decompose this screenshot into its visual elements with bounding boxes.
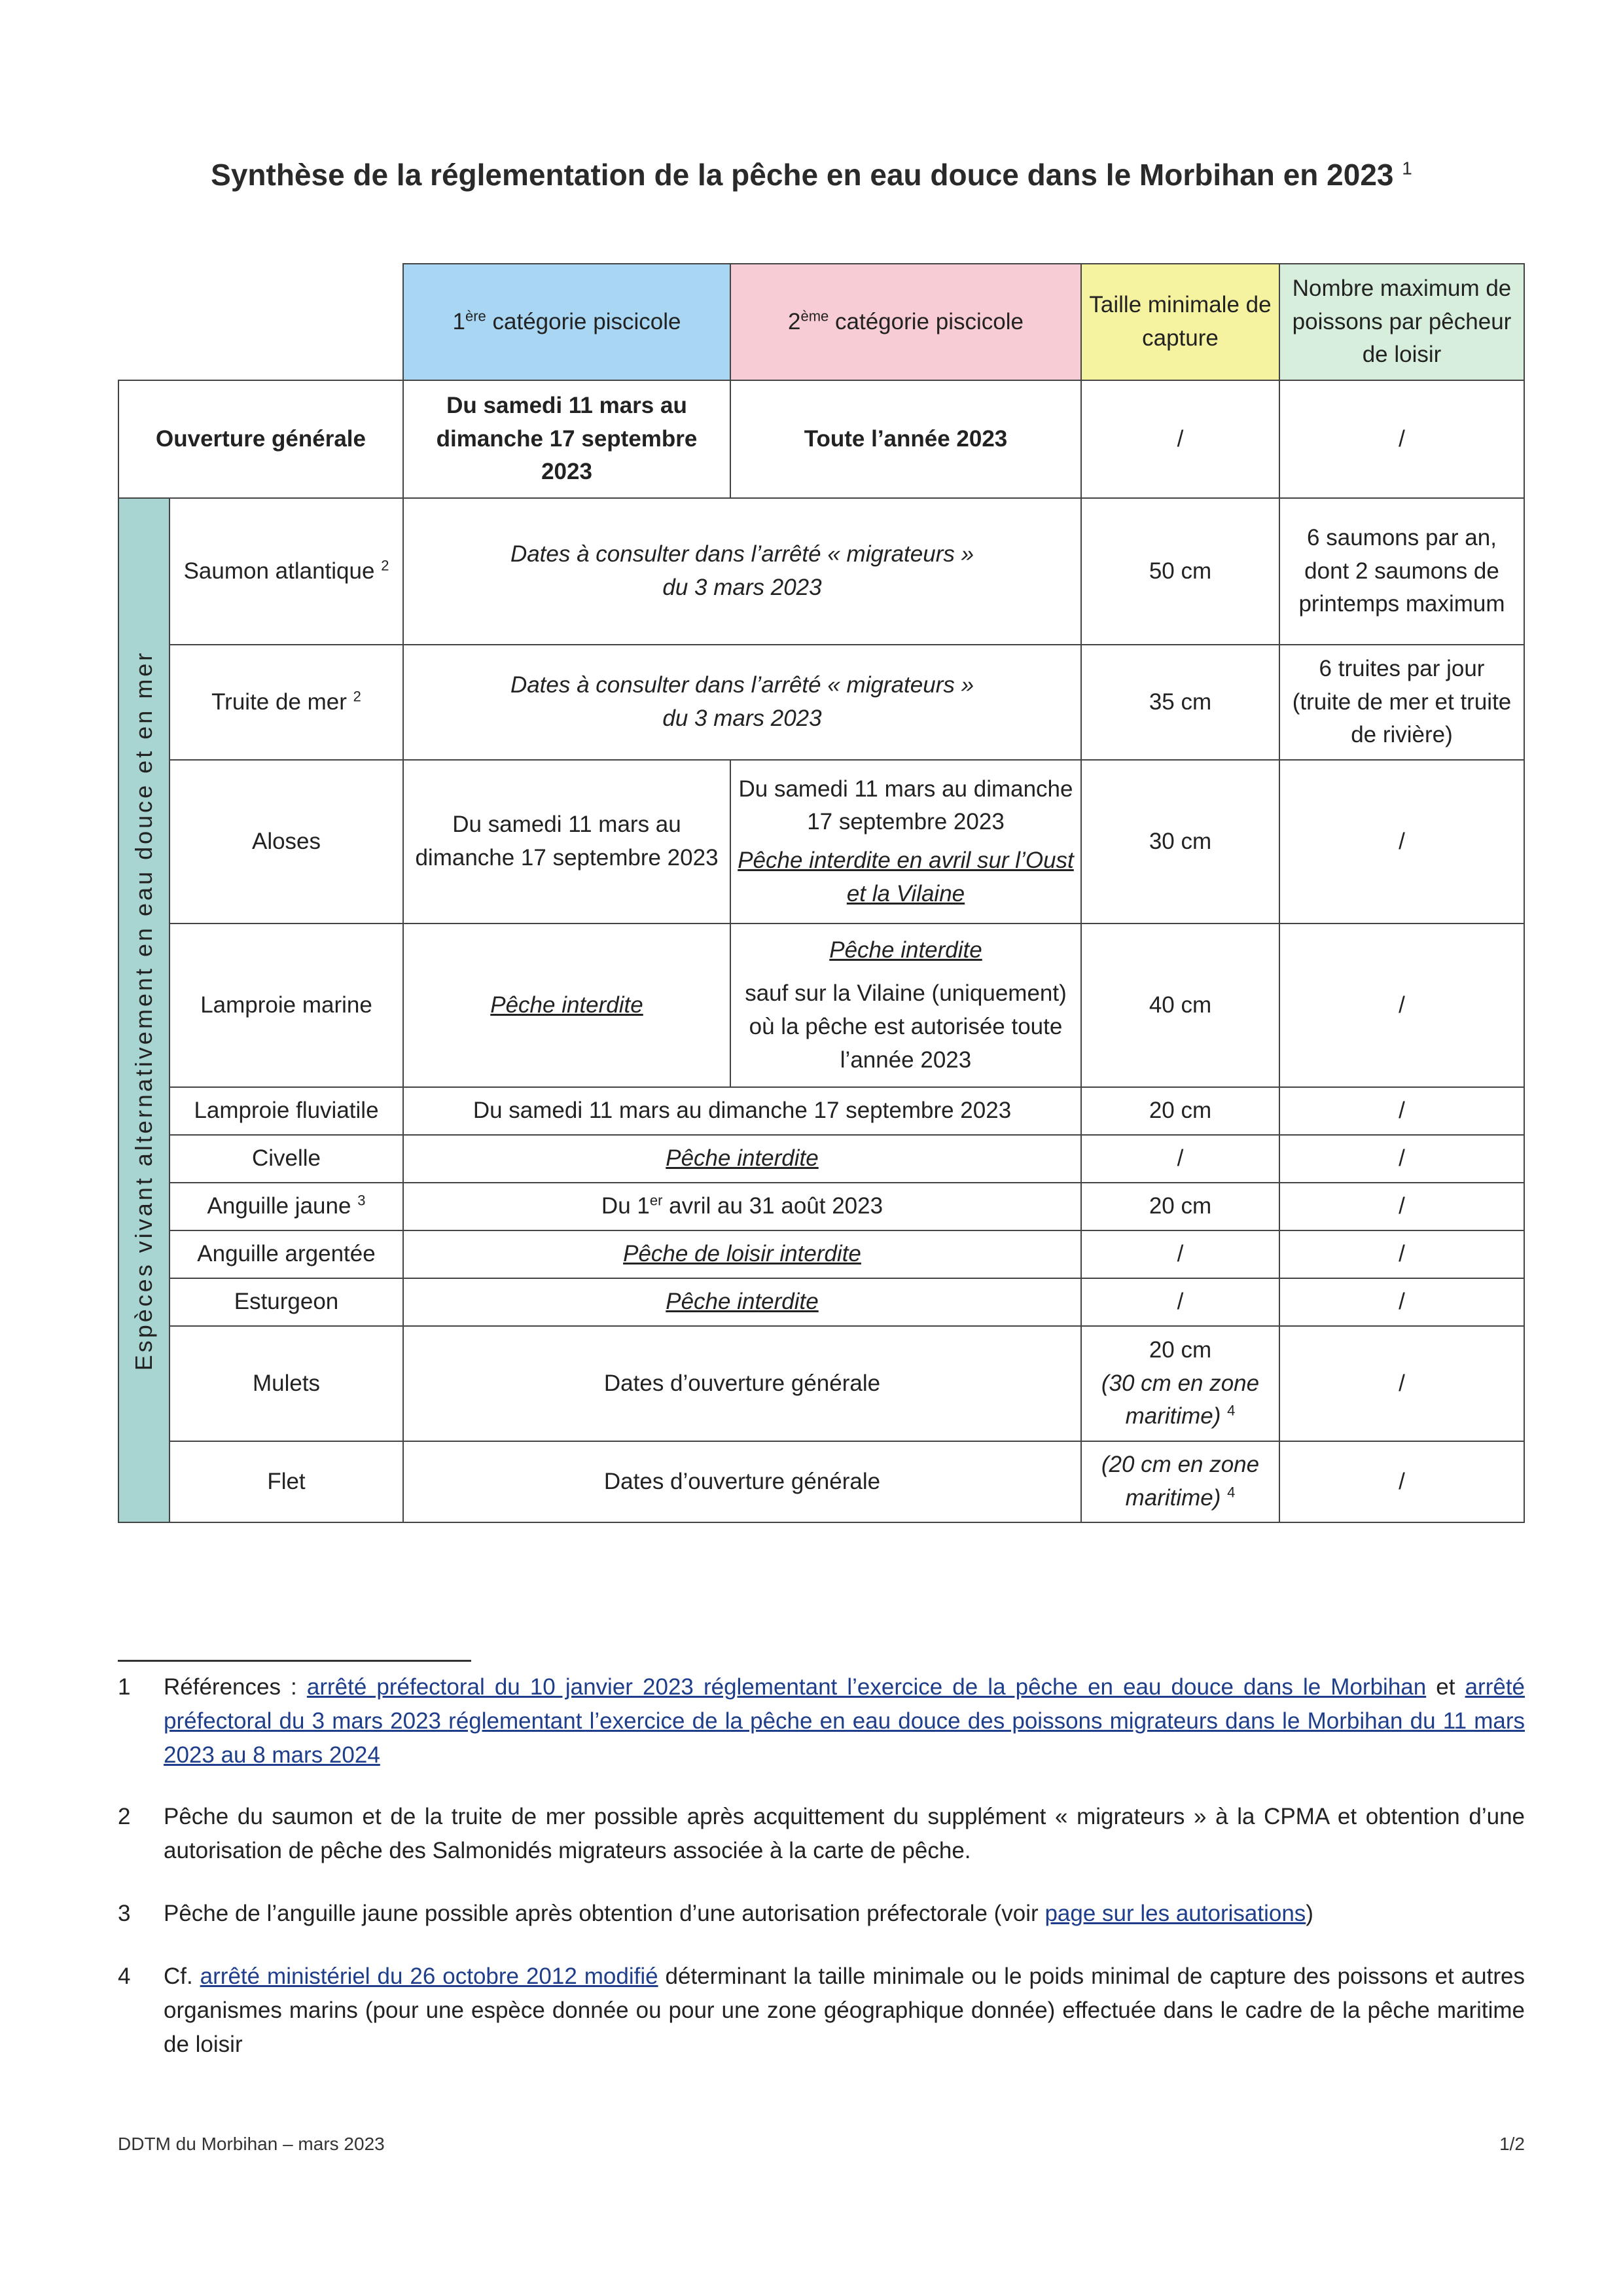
species-name: Saumon atlantique $^2$ <box>169 498 403 645</box>
opening-cat1: Du samedi 11 mars au dimanche 17 septembre 2023 <box>403 380 730 498</box>
species-name: Anguille argentée <box>169 1230 403 1278</box>
link-arrete-10-janvier[interactable]: arrêté préfectoral du 10 janvier 2023 réglementant l’exercice de la pêche en eau douce dans le Morbihan <box>306 1674 1427 1700</box>
opening-label: Ouverture générale <box>118 380 403 498</box>
size-cell: 20 cm <box>1081 1087 1279 1135</box>
side-label: Espèces vivant alternativement en eau douce et en mer <box>118 498 169 1522</box>
size-cell: 40 cm <box>1081 924 1279 1087</box>
footnote-separator <box>118 1660 471 1662</box>
species-name: Mulets <box>169 1326 403 1441</box>
dates-cell: Du samedi 11 mars au dimanche 17 septembre 2023 <box>403 1087 1081 1135</box>
opening-max: / <box>1279 380 1524 498</box>
opening-size: / <box>1081 380 1279 498</box>
species-name: Anguille jaune $^3$ <box>169 1183 403 1230</box>
max-cell: / <box>1279 1135 1524 1183</box>
dates-cell: Dates d’ouverture générale <box>403 1441 1081 1522</box>
dates-cell: Du 1er avril au 31 août 2023 <box>403 1183 1081 1230</box>
size-cell: 35 cm <box>1081 645 1279 760</box>
header-cat2: 2ème catégorie piscicole <box>730 264 1081 380</box>
max-cell: / <box>1279 1230 1524 1278</box>
table-row <box>118 1087 1524 1135</box>
table-row <box>118 645 1524 760</box>
species-name: Lamproie marine <box>169 924 403 1087</box>
dates-cell: Pêche interdite <box>403 1278 1081 1326</box>
table-row <box>118 1230 1524 1278</box>
size-cell: 20 cm (30 cm en zone maritime) $^4$ <box>1081 1326 1279 1441</box>
species-name: Aloses <box>169 760 403 924</box>
max-cell: 6 saumons par an, dont 2 saumons de printemps maximum <box>1279 498 1524 645</box>
size-cell: 50 cm <box>1081 498 1279 645</box>
link-arrete-ministeriel[interactable]: arrêté ministériel du 26 octobre 2012 modifié <box>200 1964 658 1989</box>
footer-source: DDTM du Morbihan – mars 2023 <box>118 2134 385 2154</box>
regulation-table <box>118 263 1525 1523</box>
size-cell: / <box>1081 1135 1279 1183</box>
cat2-cell: Du samedi 11 mars au dimanche 17 septembre 2023 Pêche interdite en avril sur l’Oust et la Vilaine <box>730 760 1081 924</box>
species-name: Lamproie fluviatile <box>169 1087 403 1135</box>
table-row <box>118 760 1524 924</box>
header-max: Nombre maximum de poissons par pêcheur de loisir <box>1279 264 1524 380</box>
cat1-cell: Du samedi 11 mars au dimanche 17 septembre 2023 <box>403 760 730 924</box>
table-row <box>118 1441 1524 1522</box>
dates-cell: Pêche interdite <box>403 1135 1081 1183</box>
size-cell: 20 cm <box>1081 1183 1279 1230</box>
max-cell: / <box>1279 1441 1524 1522</box>
max-cell: / <box>1279 1183 1524 1230</box>
species-name: Esturgeon <box>169 1278 403 1326</box>
aloses-restriction: Pêche interdite en avril sur l’Oust et la Vilaine <box>738 848 1074 906</box>
size-cell: (20 cm en zone maritime) $^4$ <box>1081 1441 1279 1522</box>
dates-cell: Dates à consulter dans l’arrêté « migrateurs » du 3 mars 2023 <box>403 498 1081 645</box>
max-cell: / <box>1279 760 1524 924</box>
cat2-cell: Pêche interdite sauf sur la Vilaine (uniquement) où la pêche est autorisée toute l’année 2023 <box>730 924 1081 1087</box>
header-cat1: 1ère catégorie piscicole <box>403 264 730 380</box>
dates-cell: Dates d’ouverture générale <box>403 1326 1081 1441</box>
header-row <box>118 264 1524 380</box>
table-row <box>118 1278 1524 1326</box>
max-cell: / <box>1279 1326 1524 1441</box>
opening-cat2: Toute l’année 2023 <box>730 380 1081 498</box>
opening-row <box>118 380 1524 498</box>
size-cell: / <box>1081 1230 1279 1278</box>
empty-corner <box>118 264 403 380</box>
table-row <box>118 1135 1524 1183</box>
species-name: Truite de mer $^2$ <box>169 645 403 760</box>
max-cell: / <box>1279 1087 1524 1135</box>
page-number: 1/2 <box>1499 2134 1525 2154</box>
table-row <box>118 498 1524 645</box>
header-size: Taille minimale de capture <box>1081 264 1279 380</box>
table-row <box>118 1183 1524 1230</box>
table-row <box>118 1326 1524 1441</box>
link-arrete-3-mars[interactable]: arrêté préfectoral du 3 mars 2023 réglementant l’exercice de la pêche en eau douce des poissons migrateurs dans le Morbihan du 11 mars 2023 au 8 mars 2024 <box>164 1674 1525 1768</box>
dates-cell: Dates à consulter dans l’arrêté « migrateurs » du 3 mars 2023 <box>403 645 1081 760</box>
link-page-autorisations[interactable]: page sur les autorisations <box>1044 1901 1306 1926</box>
title-note: 1 <box>1402 158 1412 179</box>
species-name: Flet <box>169 1441 403 1522</box>
table-row <box>118 924 1524 1087</box>
cat1-cell: Pêche interdite <box>403 924 730 1087</box>
dates-cell: Pêche de loisir interdite <box>403 1230 1081 1278</box>
max-cell: / <box>1279 1278 1524 1326</box>
max-cell: 6 truites par jour (truite de mer et truite de rivière) <box>1279 645 1524 760</box>
page-title: Synthèse de la réglementation de la pêche en eau douce dans le Morbihan en 2023 $^1$ <box>211 158 1412 192</box>
species-name: Civelle <box>169 1135 403 1183</box>
size-cell: / <box>1081 1278 1279 1326</box>
size-cell: 30 cm <box>1081 760 1279 924</box>
max-cell: / <box>1279 924 1524 1087</box>
